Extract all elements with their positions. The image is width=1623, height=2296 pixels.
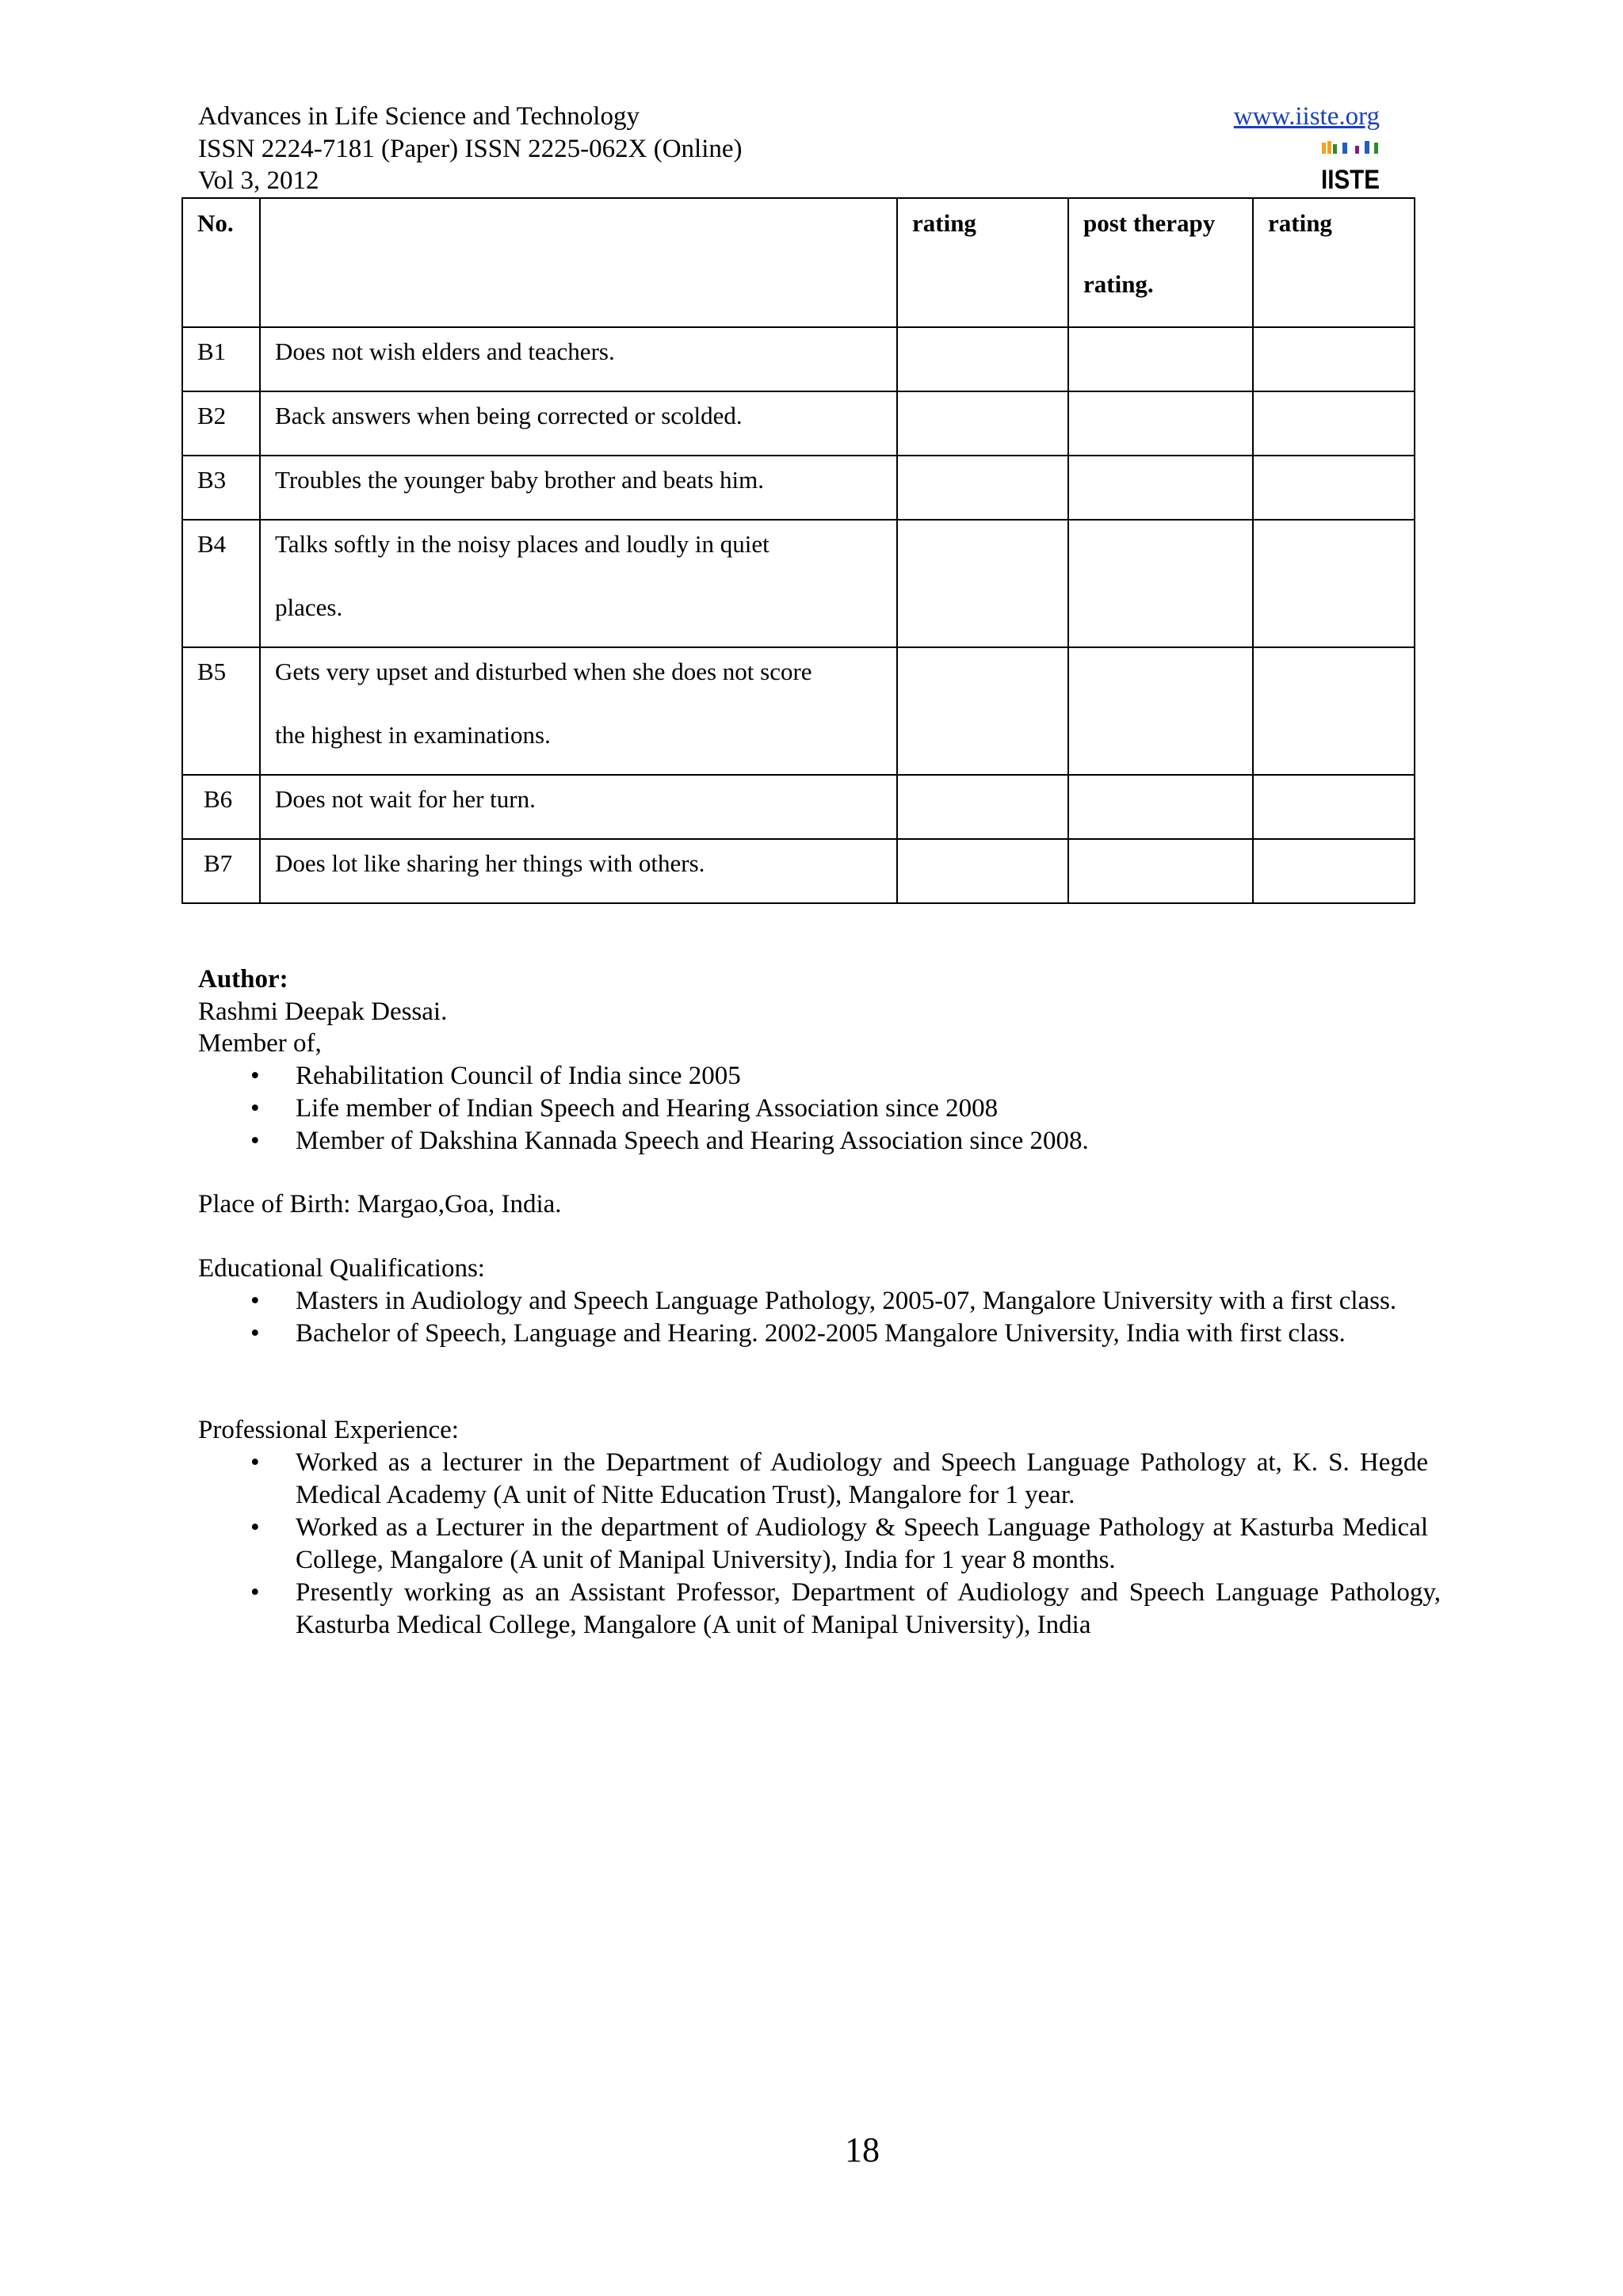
list-item: • Bachelor of Speech, Language and Hearing. 2002-2005 Mangalore University, India with first class. xyxy=(198,1318,1428,1350)
row-pre-rating-cell xyxy=(897,839,1068,903)
row-rating-cell xyxy=(1253,647,1415,775)
row-number: B7 xyxy=(182,839,260,903)
member-of-label: Member of, xyxy=(198,1029,322,1058)
bullet-icon: • xyxy=(250,1578,260,1607)
header-no: No. xyxy=(182,198,260,327)
row-pre-rating-cell xyxy=(897,327,1068,391)
logo-text: IISTE xyxy=(1321,165,1380,195)
education-list xyxy=(198,1285,1428,1350)
place-of-birth: Place of Birth: Margao,Goa, India. xyxy=(198,1190,562,1219)
row-rating-cell xyxy=(1253,775,1415,839)
row-number: B1 xyxy=(182,327,260,391)
bullet-icon: • xyxy=(250,1319,260,1348)
memberships-list xyxy=(198,1060,1089,1158)
behavior-rating-table xyxy=(181,197,1415,904)
author-heading: Author: xyxy=(198,965,288,994)
row-pre-rating-cell xyxy=(897,647,1068,775)
header-rating: rating xyxy=(1253,198,1415,327)
list-item: • Worked as a Lecturer in the department of Audiology & Speech Language Pathology at Kasturba Medical College, Mangalore (A unit of Manipal University), India for 1 year 8 months. xyxy=(250,1513,1428,1574)
table-row xyxy=(182,391,1415,456)
row-item: Back answers when being corrected or scolded. xyxy=(260,391,897,456)
row-rating-cell xyxy=(1253,520,1415,647)
issn-line: ISSN 2224-7181 (Paper) ISSN 2225-062X (Online) xyxy=(198,135,743,163)
row-number: B4 xyxy=(182,520,260,647)
header-post-therapy: post therapy rating. xyxy=(1068,198,1253,327)
journal-url-link[interactable]: www.iiste.org xyxy=(1233,102,1380,131)
table-row xyxy=(182,775,1415,839)
author-name: Rashmi Deepak Dessai. xyxy=(198,997,448,1026)
bullet-icon: • xyxy=(250,1062,260,1090)
bullet-icon: • xyxy=(250,1513,260,1542)
row-rating-cell xyxy=(1253,391,1415,456)
row-post-rating-cell xyxy=(1068,391,1253,456)
row-pre-rating-cell xyxy=(897,520,1068,647)
row-number: B5 xyxy=(182,647,260,775)
row-post-rating-cell xyxy=(1068,647,1253,775)
row-number: B2 xyxy=(182,391,260,456)
row-pre-rating-cell xyxy=(897,775,1068,839)
list-item: • Member of Dakshina Kannada Speech and Hearing Association since 2008. xyxy=(198,1125,1089,1158)
row-item: Does lot like sharing her things with others. xyxy=(260,839,897,903)
table-row xyxy=(182,839,1415,903)
row-item: Does not wait for her turn. xyxy=(260,775,897,839)
row-post-rating-cell xyxy=(1068,520,1253,647)
list-item: • Worked as a lecturer in the Department of Audiology and Speech Language Pathology at, K. S. Hegde Medical Academy (A unit of Nitte Education Trust), Mangalore for 1 year. xyxy=(250,1448,1428,1509)
row-number: B6 xyxy=(182,775,260,839)
row-pre-rating-cell xyxy=(897,391,1068,456)
row-item: Does not wish elders and teachers. xyxy=(260,327,897,391)
volume-line: Vol 3, 2012 xyxy=(198,166,319,195)
row-post-rating-cell xyxy=(1068,775,1253,839)
header-pre-rating: rating xyxy=(897,198,1068,327)
row-item: Troubles the younger baby brother and beats him. xyxy=(260,456,897,520)
row-pre-rating-cell xyxy=(897,456,1068,520)
bullet-icon: • xyxy=(250,1287,260,1315)
row-post-rating-cell xyxy=(1068,456,1253,520)
experience-list xyxy=(198,1447,1441,1642)
header-item xyxy=(260,198,897,327)
journal-title: Advances in Life Science and Technology xyxy=(198,102,640,131)
bullet-icon: • xyxy=(250,1127,260,1155)
table-row xyxy=(182,327,1415,391)
table-header-row xyxy=(182,198,1415,327)
row-item: Gets very upset and disturbed when she does not score the highest in examinations. xyxy=(260,647,897,775)
page-number: 18 xyxy=(845,2130,880,2169)
list-item: • Life member of Indian Speech and Hearing Association since 2008 xyxy=(198,1093,1089,1125)
table-row xyxy=(182,520,1415,647)
iiste-logo-icon xyxy=(1319,139,1382,195)
row-rating-cell xyxy=(1253,456,1415,520)
list-item: • Rehabilitation Council of India since 2005 xyxy=(198,1060,1089,1093)
list-item: • Presently working as an Assistant Professor, Department of Audiology and Speech Language Pathology, Kasturba Medical College, Mangalore (A unit of Manipal University), India xyxy=(250,1578,1441,1639)
experience-heading: Professional Experience: xyxy=(198,1416,459,1444)
education-heading: Educational Qualifications: xyxy=(198,1254,485,1283)
table-row xyxy=(182,647,1415,775)
row-item: Talks softly in the noisy places and loudly in quiet places. xyxy=(260,520,897,647)
row-rating-cell xyxy=(1253,839,1415,903)
bullet-icon: • xyxy=(250,1094,260,1123)
list-item: • Masters in Audiology and Speech Language Pathology, 2005-07, Mangalore University with a first class. xyxy=(198,1285,1428,1318)
bullet-icon: • xyxy=(250,1448,260,1477)
row-number: B3 xyxy=(182,456,260,520)
row-post-rating-cell xyxy=(1068,839,1253,903)
table-row xyxy=(182,456,1415,520)
row-post-rating-cell xyxy=(1068,327,1253,391)
row-rating-cell xyxy=(1253,327,1415,391)
